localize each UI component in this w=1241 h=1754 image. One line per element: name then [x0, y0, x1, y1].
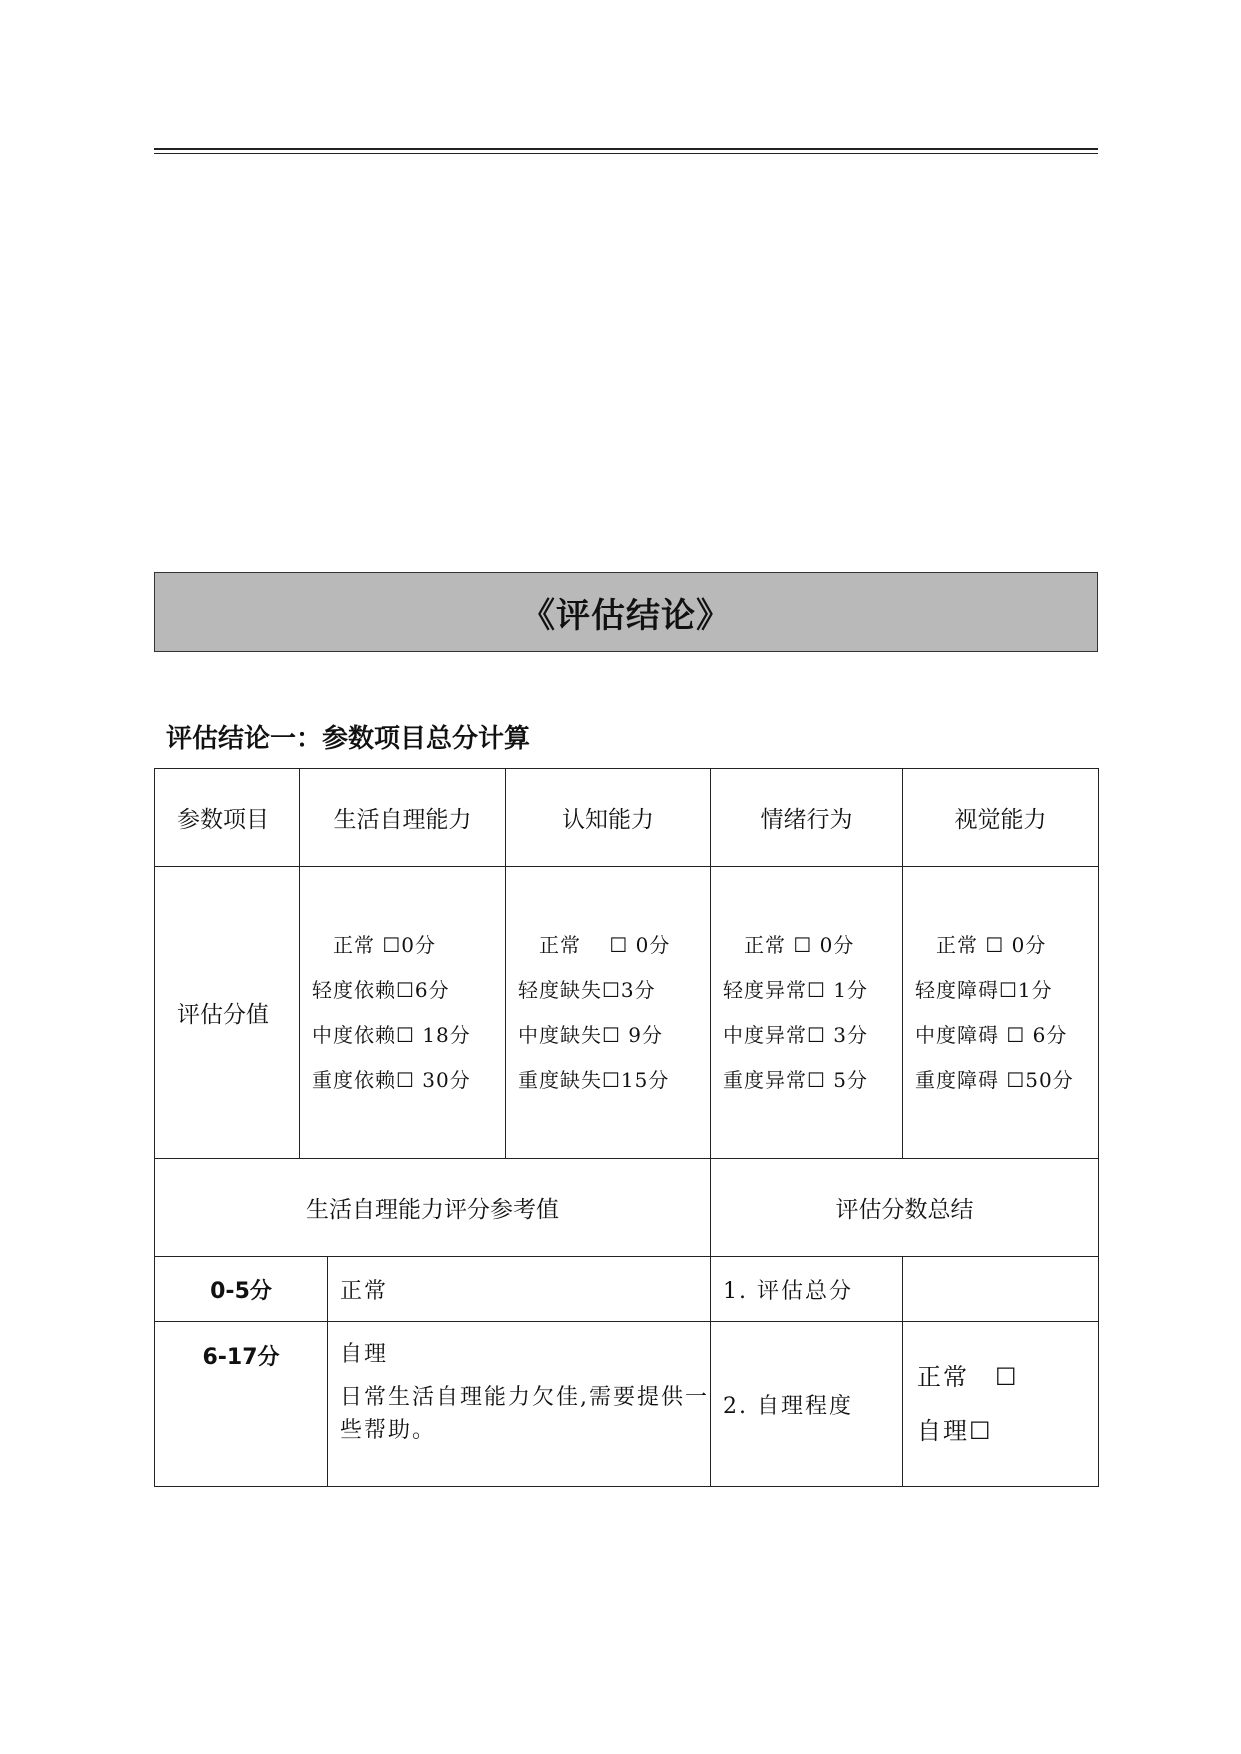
option[interactable]: 中度障碍 ☐ 6分	[915, 1022, 1068, 1047]
option[interactable]: 中度缺失☐ 9分	[518, 1022, 664, 1047]
summary-total-value[interactable]	[903, 1257, 1099, 1322]
header-cognition: 认知能力	[506, 769, 711, 867]
desc-title: 自理	[340, 1342, 389, 1367]
summary-level-options	[903, 1322, 1099, 1487]
summary-header: 评估分数总结	[711, 1159, 1099, 1257]
header-vision: 视觉能力	[903, 769, 1099, 867]
option[interactable]: 重度依赖☐ 30分	[312, 1067, 471, 1092]
option[interactable]: 正常 ☐0分	[312, 932, 437, 957]
option[interactable]: 中度异常☐ 3分	[723, 1022, 869, 1047]
range-self-care: 6-17分	[155, 1322, 328, 1487]
option[interactable]: 重度缺失☐15分	[518, 1067, 670, 1092]
summary-level-label: 2. 自理程度	[711, 1322, 903, 1487]
option[interactable]: 正常 ☐ 0分	[915, 932, 1047, 957]
header-rule-top	[154, 148, 1098, 150]
conclusion-banner: 《评估结论》	[154, 572, 1098, 652]
option[interactable]: 轻度依赖☐6分	[312, 977, 450, 1002]
checkbox-normal[interactable]: 正常 ☐	[917, 1363, 1019, 1391]
header-self-care: 生活自理能力	[300, 769, 506, 867]
header-rule-bottom	[154, 153, 1098, 154]
section-title: 评估结论一：参数项目总分计算	[166, 724, 531, 754]
option[interactable]: 正常 ☐ 0分	[518, 932, 671, 957]
range-normal: 0-5分	[155, 1257, 328, 1322]
desc-body: 日常生活自理能力欠佳,需要提供一些帮助。	[340, 1385, 709, 1443]
option[interactable]: 重度异常☐ 5分	[723, 1067, 869, 1092]
header-param: 参数项目	[155, 769, 300, 867]
vision-options	[903, 867, 1099, 1159]
checkbox-self-care[interactable]: 自理☐	[917, 1417, 993, 1445]
header-emotion: 情绪行为	[711, 769, 903, 867]
score-label: 评估分值	[155, 867, 300, 1159]
self-care-options	[300, 867, 506, 1159]
option[interactable]: 轻度异常☐ 1分	[723, 977, 869, 1002]
desc-self-care	[328, 1322, 711, 1487]
option[interactable]: 重度障碍 ☐50分	[915, 1067, 1074, 1092]
desc-normal: 正常	[328, 1257, 711, 1322]
cognition-options	[506, 867, 711, 1159]
reference-header: 生活自理能力评分参考值	[155, 1159, 711, 1257]
assessment-table	[154, 768, 1099, 1487]
summary-total-label: 1. 评估总分	[711, 1257, 903, 1322]
option[interactable]: 中度依赖☐ 18分	[312, 1022, 471, 1047]
option[interactable]: 正常 ☐ 0分	[723, 932, 855, 957]
emotion-options	[711, 867, 903, 1159]
option[interactable]: 轻度缺失☐3分	[518, 977, 656, 1002]
option[interactable]: 轻度障碍☐1分	[915, 977, 1053, 1002]
